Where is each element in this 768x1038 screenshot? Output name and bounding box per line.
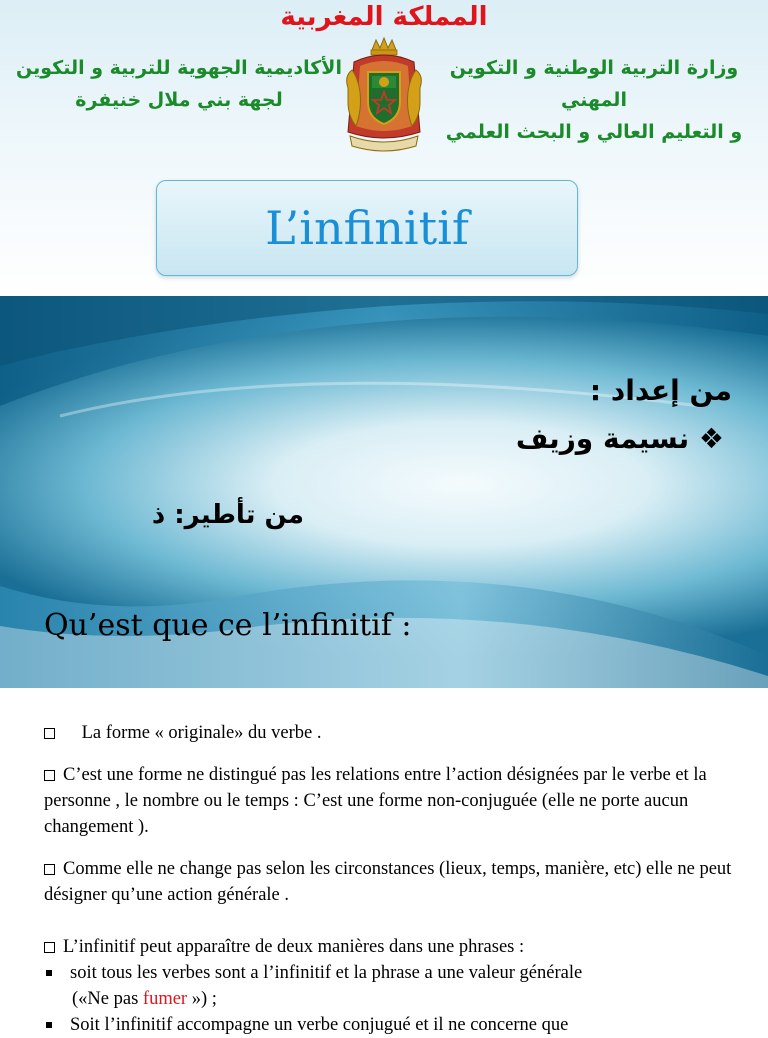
supervision-label: من تأطير: ذ bbox=[151, 500, 304, 530]
paragraph-4 bbox=[44, 934, 734, 960]
kingdom-title: المملكة المغربية bbox=[280, 2, 488, 32]
example-highlight: fumer bbox=[142, 989, 188, 1009]
title-box bbox=[156, 180, 578, 276]
paragraph-4-text: L’infinitif peut apparaître de deux manières dans une phrases : bbox=[63, 937, 525, 957]
square-bullet-icon bbox=[46, 1022, 52, 1028]
section-question: Qu’est que ce l’infinitif : bbox=[44, 608, 412, 643]
ministry-line-2: و التعليم العالي و البحث العلمي bbox=[445, 121, 743, 143]
author-name: ❖ نسيمة وزيف bbox=[515, 422, 724, 455]
example-suffix: ») ; bbox=[187, 989, 217, 1009]
bullet-item-1 bbox=[44, 960, 734, 986]
square-bullet-icon bbox=[46, 970, 52, 976]
ministry-line-1: وزارة التربية الوطنية و التكوين المهني bbox=[449, 57, 739, 111]
paragraph-3-text: Comme elle ne change pas selon les circonstances (lieux, temps, manière, etc) elle ne peut désigner qu’une action générale . bbox=[44, 859, 732, 905]
paragraph-2 bbox=[44, 762, 734, 840]
paragraph-1-text: La forme « originale» du verbe . bbox=[81, 723, 322, 743]
paragraph-3 bbox=[44, 856, 734, 908]
header bbox=[0, 0, 768, 300]
checkbox-bullet-icon bbox=[44, 728, 55, 739]
checkbox-bullet-icon bbox=[44, 770, 55, 781]
academy-line-2: لجهة بني ملال خنيفرة bbox=[75, 89, 283, 111]
paragraph-2-text: C’est une forme ne distingué pas les relations entre l’action désignées par le verbe et la personne , le nombre ou le temps : C’est une forme non-conjuguée (elle ne porte aucun changement ). bbox=[44, 765, 707, 837]
page-title: L’infinitif bbox=[265, 201, 469, 255]
bullet-1-text: soit tous les verbes sont a l’infinitif et la phrase a une valeur générale bbox=[70, 963, 583, 983]
academy-name bbox=[14, 52, 344, 116]
example-prefix: («Ne pas bbox=[72, 989, 143, 1009]
academy-line-1: الأكاديمية الجهوية للتربية و التكوين bbox=[16, 57, 342, 79]
bullet-item-1-example bbox=[72, 986, 762, 1012]
bullet-2-text: Soit l’infinitif accompagne un verbe conjugué et il ne concerne que bbox=[70, 1015, 569, 1035]
bullet-item-2 bbox=[44, 1012, 734, 1038]
coat-of-arms-emblem bbox=[342, 36, 426, 154]
checkbox-bullet-icon bbox=[44, 942, 55, 953]
ministry-name bbox=[434, 52, 754, 148]
prepared-by-label: من إعداد : bbox=[589, 374, 732, 407]
paragraph-1 bbox=[44, 720, 734, 746]
checkbox-bullet-icon bbox=[44, 864, 55, 875]
